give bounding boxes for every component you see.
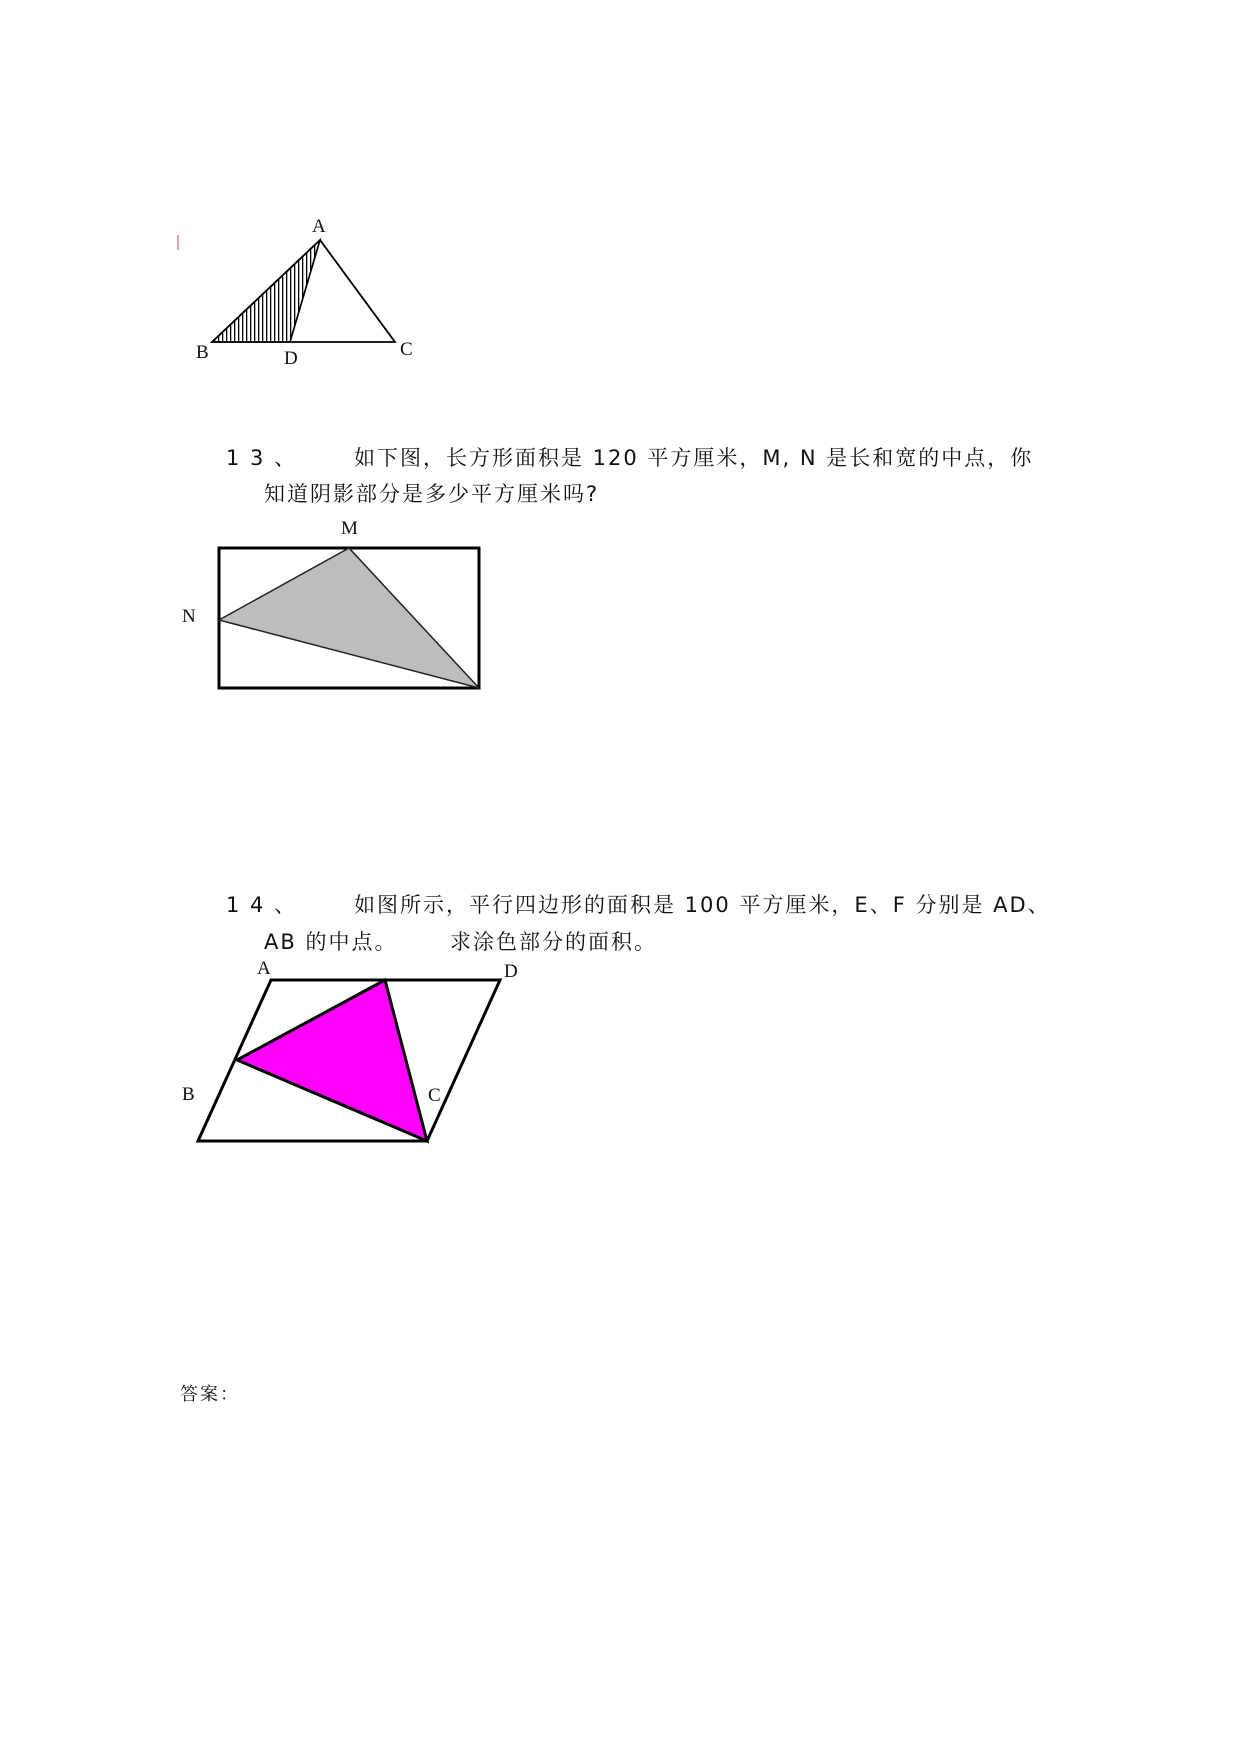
q13-text-line2: 知道阴影部分是多少平方厘米吗? xyxy=(264,482,600,506)
figure-rectangle-mn xyxy=(175,510,495,700)
q13-text-line1: 如下图，长方形面积是 120 平方厘米，M, N 是长和宽的中点，你 xyxy=(354,446,1034,470)
label-a: A xyxy=(257,958,271,979)
q14-text-line2a: AB 的中点。 xyxy=(264,930,398,954)
q13-number: 1 3 、 xyxy=(226,446,298,470)
q14-number: 1 4 、 xyxy=(226,893,298,917)
answer-label: 答案： xyxy=(180,1384,240,1405)
shaded-triangle xyxy=(219,548,479,688)
label-d: D xyxy=(504,961,518,982)
figure-parallelogram xyxy=(170,955,540,1155)
label-b: B xyxy=(182,1084,195,1105)
colored-triangle xyxy=(237,980,427,1141)
label-d: D xyxy=(284,348,298,369)
q14-text-line1: 如图所示，平行四边形的面积是 100 平方厘米，E、F 分别是 AD、 xyxy=(354,893,1051,917)
q14-text-line2b: 求涂色部分的面积。 xyxy=(450,930,657,954)
label-c: C xyxy=(428,1085,441,1106)
label-a: A xyxy=(312,216,326,237)
figure-triangle-abc xyxy=(170,210,430,370)
label-b: B xyxy=(196,342,209,363)
label-c: C xyxy=(400,339,413,360)
label-n: N xyxy=(182,606,196,627)
label-m: M xyxy=(341,518,358,539)
